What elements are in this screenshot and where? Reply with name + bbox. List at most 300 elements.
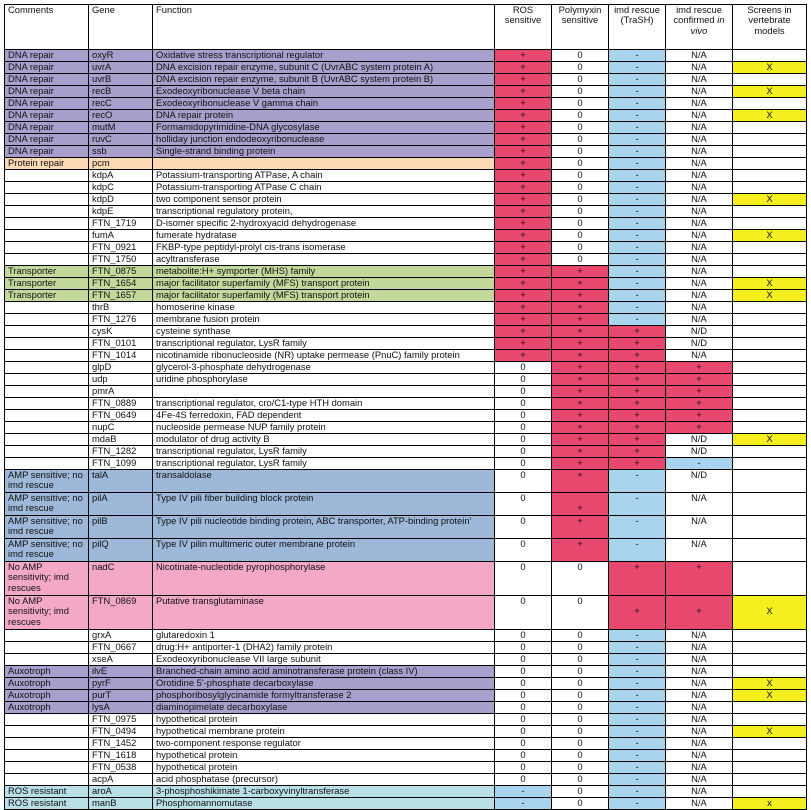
table-row xyxy=(5,290,807,302)
ros-cell: + xyxy=(495,218,552,230)
gene-cell: lysA xyxy=(89,702,153,714)
polymyxin-cell: 0 xyxy=(552,254,609,266)
screens-cell xyxy=(733,338,807,350)
function-cell: transcriptional regulator, LysR family xyxy=(153,446,495,458)
gene-cell: FTN_0869 xyxy=(89,596,153,630)
function-cell: Oxidative stress transcriptional regulator xyxy=(153,50,495,62)
gene-cell: FTN_1282 xyxy=(89,446,153,458)
function-cell: 3-phosphoshikimate 1-carboxyvinyltransferase xyxy=(153,786,495,798)
gene-cell: kdpA xyxy=(89,170,153,182)
ros-cell: 0 xyxy=(495,422,552,434)
comment-cell xyxy=(5,434,89,446)
polymyxin-cell: + xyxy=(552,326,609,338)
header-imd-rescue-confirmed xyxy=(666,5,733,50)
ros-cell: 0 xyxy=(495,762,552,774)
function-cell: major facilitator superfamily (MFS) transport protein xyxy=(153,290,495,302)
imd-rescue-cell: - xyxy=(609,690,666,702)
imd-confirmed-cell: - xyxy=(666,458,733,470)
gene-cell: ssb xyxy=(89,146,153,158)
imd-confirmed-cell: N/A xyxy=(666,230,733,242)
imd-rescue-cell: - xyxy=(609,266,666,278)
gene-cell: grxA xyxy=(89,630,153,642)
gene-cell: recB xyxy=(89,86,153,98)
table-row xyxy=(5,678,807,690)
imd-confirmed-cell: N/A xyxy=(666,726,733,738)
polymyxin-cell: + xyxy=(552,539,609,562)
screens-cell xyxy=(733,326,807,338)
comment-cell: ROS resistant xyxy=(5,786,89,798)
comment-cell: Transporter xyxy=(5,266,89,278)
polymyxin-cell: 0 xyxy=(552,786,609,798)
screens-cell: X xyxy=(733,678,807,690)
imd-rescue-cell: - xyxy=(609,493,666,516)
screens-cell xyxy=(733,422,807,434)
function-cell: Phosphomannomutase xyxy=(153,798,495,810)
polymyxin-cell: 0 xyxy=(552,182,609,194)
imd-confirmed-cell: N/A xyxy=(666,218,733,230)
table-row xyxy=(5,314,807,326)
function-cell: glycerol-3-phosphate dehydrogenase xyxy=(153,362,495,374)
table-row xyxy=(5,434,807,446)
table-row xyxy=(5,242,807,254)
function-cell: nicotinamide ribonucleoside (NR) uptake permease (PnuC) family protein xyxy=(153,350,495,362)
table-body xyxy=(5,50,807,810)
table-row xyxy=(5,278,807,290)
screens-cell: X xyxy=(733,230,807,242)
imd-rescue-cell: - xyxy=(609,290,666,302)
imd-confirmed-cell: + xyxy=(666,374,733,386)
ros-cell: - xyxy=(495,798,552,810)
polymyxin-cell: + xyxy=(552,422,609,434)
polymyxin-cell: 0 xyxy=(552,122,609,134)
header-function: Function xyxy=(153,5,495,50)
gene-cell: FTN_0101 xyxy=(89,338,153,350)
gene-cell: uvrA xyxy=(89,62,153,74)
imd-confirmed-cell: N/A xyxy=(666,206,733,218)
imd-confirmed-cell: N/D xyxy=(666,470,733,493)
imd-rescue-cell: - xyxy=(609,194,666,206)
imd-rescue-cell: - xyxy=(609,170,666,182)
gene-screen-table xyxy=(4,4,807,810)
function-cell: homoserine kinase xyxy=(153,302,495,314)
ros-cell: + xyxy=(495,326,552,338)
gene-cell: mdaB xyxy=(89,434,153,446)
ros-cell: 0 xyxy=(495,630,552,642)
table-row xyxy=(5,774,807,786)
function-cell: Orotidine 5'-phosphate decarboxylase xyxy=(153,678,495,690)
imd-confirmed-cell: N/A xyxy=(666,493,733,516)
polymyxin-cell: 0 xyxy=(552,714,609,726)
ros-cell: + xyxy=(495,146,552,158)
comment-cell: AMP sensitive; no imd rescue xyxy=(5,470,89,493)
screens-cell: X xyxy=(733,434,807,446)
screens-cell: X xyxy=(733,194,807,206)
imd-rescue-cell: - xyxy=(609,314,666,326)
comment-cell: AMP sensitive; no imd rescue xyxy=(5,493,89,516)
comment-cell xyxy=(5,362,89,374)
imd-confirmed-cell: N/A xyxy=(666,630,733,642)
imd-confirmed-cell: N/A xyxy=(666,666,733,678)
function-cell: DNA repair protein xyxy=(153,110,495,122)
table-row xyxy=(5,750,807,762)
imd-rescue-cell: - xyxy=(609,642,666,654)
screens-cell xyxy=(733,218,807,230)
table-row xyxy=(5,338,807,350)
comment-cell: Auxotroph xyxy=(5,690,89,702)
polymyxin-cell: 0 xyxy=(552,642,609,654)
table-row xyxy=(5,493,807,516)
imd-confirmed-cell: N/A xyxy=(666,539,733,562)
polymyxin-cell: 0 xyxy=(552,74,609,86)
gene-cell: nadC xyxy=(89,562,153,596)
screens-cell: X xyxy=(733,596,807,630)
gene-cell: acpA xyxy=(89,774,153,786)
comment-cell xyxy=(5,642,89,654)
ros-cell: 0 xyxy=(495,596,552,630)
function-cell: membrane fusion protein xyxy=(153,314,495,326)
imd-rescue-cell: - xyxy=(609,666,666,678)
imd-confirmed-cell: N/A xyxy=(666,158,733,170)
polymyxin-cell: 0 xyxy=(552,562,609,596)
table-row xyxy=(5,98,807,110)
polymyxin-cell: 0 xyxy=(552,678,609,690)
ros-cell: 0 xyxy=(495,516,552,539)
comment-cell xyxy=(5,230,89,242)
table-row xyxy=(5,654,807,666)
screens-cell xyxy=(733,493,807,516)
function-cell: two-component response regulator xyxy=(153,738,495,750)
imd-rescue-cell: - xyxy=(609,158,666,170)
comment-cell xyxy=(5,338,89,350)
function-cell: Potassium-transporting ATPase C chain xyxy=(153,182,495,194)
function-cell: Exodeoxyribonuclease V gamma chain xyxy=(153,98,495,110)
gene-cell: xseA xyxy=(89,654,153,666)
comment-cell xyxy=(5,398,89,410)
ros-cell: + xyxy=(495,134,552,146)
function-cell: phosphoribosylglycinamide formyltransferase 2 xyxy=(153,690,495,702)
imd-confirmed-cell: + xyxy=(666,562,733,596)
imd-rescue-cell: - xyxy=(609,630,666,642)
polymyxin-cell: + xyxy=(552,493,609,516)
comment-cell xyxy=(5,302,89,314)
polymyxin-cell: 0 xyxy=(552,750,609,762)
polymyxin-cell: 0 xyxy=(552,218,609,230)
function-cell: Branched-chain amino acid aminotransferase protein (class IV) xyxy=(153,666,495,678)
comment-cell xyxy=(5,630,89,642)
ros-cell: - xyxy=(495,786,552,798)
comment-cell xyxy=(5,446,89,458)
imd-rescue-cell: - xyxy=(609,539,666,562)
ros-cell: + xyxy=(495,350,552,362)
screens-cell xyxy=(733,539,807,562)
table-row xyxy=(5,398,807,410)
imd-confirmed-cell: N/A xyxy=(666,134,733,146)
comment-cell: DNA repair xyxy=(5,98,89,110)
screens-cell xyxy=(733,182,807,194)
imd-rescue-cell: - xyxy=(609,774,666,786)
gene-cell: FTN_0975 xyxy=(89,714,153,726)
table-row xyxy=(5,146,807,158)
table-row xyxy=(5,182,807,194)
screens-cell xyxy=(733,350,807,362)
gene-cell: kdpC xyxy=(89,182,153,194)
comment-cell xyxy=(5,654,89,666)
ros-cell: + xyxy=(495,170,552,182)
comment-cell xyxy=(5,762,89,774)
comment-cell: Auxotroph xyxy=(5,702,89,714)
gene-cell: FTN_0667 xyxy=(89,642,153,654)
gene-cell: FTN_1750 xyxy=(89,254,153,266)
comment-cell xyxy=(5,242,89,254)
imd-rescue-cell: - xyxy=(609,786,666,798)
ros-cell: 0 xyxy=(495,750,552,762)
polymyxin-cell: 0 xyxy=(552,50,609,62)
imd-confirmed-cell: N/A xyxy=(666,50,733,62)
comment-cell: No AMP sensitivity; imd rescues xyxy=(5,562,89,596)
gene-cell: FTN_0921 xyxy=(89,242,153,254)
ros-cell: + xyxy=(495,98,552,110)
function-cell: D-isomer specific 2-hydroxyacid dehydrogenase xyxy=(153,218,495,230)
function-cell: drug:H+ antiporter-1 (DHA2) family protein xyxy=(153,642,495,654)
function-cell: transcriptional regulator, LysR family xyxy=(153,458,495,470)
polymyxin-cell: 0 xyxy=(552,86,609,98)
comment-cell xyxy=(5,350,89,362)
screens-cell xyxy=(733,146,807,158)
imd-rescue-cell: - xyxy=(609,242,666,254)
ros-cell: + xyxy=(495,302,552,314)
ros-cell: 0 xyxy=(495,539,552,562)
table-row xyxy=(5,470,807,493)
gene-cell: manB xyxy=(89,798,153,810)
screens-cell: X xyxy=(733,62,807,74)
gene-cell: pilB xyxy=(89,516,153,539)
function-cell: uridine phosphorylase xyxy=(153,374,495,386)
imd-confirmed-cell: N/A xyxy=(666,654,733,666)
comment-cell: DNA repair xyxy=(5,62,89,74)
imd-confirmed-cell: N/A xyxy=(666,702,733,714)
table-row xyxy=(5,350,807,362)
imd-confirmed-cell: N/A xyxy=(666,242,733,254)
imd-rescue-cell: - xyxy=(609,654,666,666)
comment-cell xyxy=(5,254,89,266)
function-cell: glutaredoxin 1 xyxy=(153,630,495,642)
screens-cell: X xyxy=(733,278,807,290)
function-cell: fumerate hydratase xyxy=(153,230,495,242)
comment-cell: Protein repair xyxy=(5,158,89,170)
table-row xyxy=(5,702,807,714)
screens-cell xyxy=(733,98,807,110)
gene-cell: FTN_0875 xyxy=(89,266,153,278)
ros-cell: 0 xyxy=(495,493,552,516)
gene-cell: FTN_1654 xyxy=(89,278,153,290)
imd-confirmed-cell: + xyxy=(666,422,733,434)
imd-confirmed-cell: N/D xyxy=(666,434,733,446)
gene-cell: kdpD xyxy=(89,194,153,206)
table-row xyxy=(5,642,807,654)
function-cell: hypothetical protein xyxy=(153,762,495,774)
gene-cell: cysK xyxy=(89,326,153,338)
table-row xyxy=(5,266,807,278)
imd-confirmed-cell: N/A xyxy=(666,302,733,314)
ros-cell: + xyxy=(495,74,552,86)
polymyxin-cell: 0 xyxy=(552,666,609,678)
imd-rescue-cell: + xyxy=(609,562,666,596)
polymyxin-cell: 0 xyxy=(552,194,609,206)
polymyxin-cell: 0 xyxy=(552,596,609,630)
polymyxin-cell: + xyxy=(552,386,609,398)
ros-cell: 0 xyxy=(495,562,552,596)
comment-cell: Transporter xyxy=(5,278,89,290)
imd-rescue-cell: - xyxy=(609,678,666,690)
imd-rescue-cell: + xyxy=(609,458,666,470)
imd-rescue-cell: + xyxy=(609,326,666,338)
ros-cell: 0 xyxy=(495,678,552,690)
imd-confirmed-cell: N/A xyxy=(666,690,733,702)
polymyxin-cell: + xyxy=(552,338,609,350)
imd-rescue-cell: - xyxy=(609,470,666,493)
ros-cell: + xyxy=(495,194,552,206)
ros-cell: + xyxy=(495,290,552,302)
table-row xyxy=(5,596,807,630)
gene-cell: nupC xyxy=(89,422,153,434)
table-row xyxy=(5,194,807,206)
gene-cell: oxyR xyxy=(89,50,153,62)
imd-rescue-cell: + xyxy=(609,374,666,386)
polymyxin-cell: 0 xyxy=(552,726,609,738)
comment-cell xyxy=(5,194,89,206)
table-row xyxy=(5,362,807,374)
gene-cell: uvrB xyxy=(89,74,153,86)
polymyxin-cell: + xyxy=(552,266,609,278)
screens-cell: X xyxy=(733,86,807,98)
polymyxin-cell: + xyxy=(552,458,609,470)
imd-rescue-cell: - xyxy=(609,218,666,230)
gene-cell: kdpE xyxy=(89,206,153,218)
screens-cell xyxy=(733,774,807,786)
polymyxin-cell: + xyxy=(552,470,609,493)
screens-cell xyxy=(733,50,807,62)
table-row xyxy=(5,786,807,798)
screens-cell xyxy=(733,122,807,134)
function-cell: holliday junction endodeoxyribonuclease xyxy=(153,134,495,146)
screens-cell xyxy=(733,458,807,470)
comment-cell xyxy=(5,458,89,470)
table-row xyxy=(5,170,807,182)
polymyxin-cell: 0 xyxy=(552,762,609,774)
ros-cell: + xyxy=(495,230,552,242)
ros-cell: + xyxy=(495,62,552,74)
comment-cell: Auxotroph xyxy=(5,678,89,690)
screens-cell xyxy=(733,750,807,762)
imd-confirmed-cell: N/A xyxy=(666,62,733,74)
table-row xyxy=(5,386,807,398)
table-row xyxy=(5,326,807,338)
polymyxin-cell: 0 xyxy=(552,170,609,182)
ros-cell: 0 xyxy=(495,434,552,446)
ros-cell: + xyxy=(495,278,552,290)
polymyxin-cell: 0 xyxy=(552,110,609,122)
screens-cell xyxy=(733,74,807,86)
imd-rescue-cell: - xyxy=(609,146,666,158)
ros-cell: 0 xyxy=(495,362,552,374)
imd-rescue-cell: - xyxy=(609,516,666,539)
polymyxin-cell: 0 xyxy=(552,62,609,74)
imd-confirmed-cell: N/A xyxy=(666,194,733,206)
imd-rescue-cell: - xyxy=(609,738,666,750)
polymyxin-cell: + xyxy=(552,290,609,302)
table-row xyxy=(5,422,807,434)
header-confirmed-italic: in vivo xyxy=(690,14,725,36)
polymyxin-cell: 0 xyxy=(552,134,609,146)
imd-confirmed-cell: N/A xyxy=(666,290,733,302)
comment-cell xyxy=(5,714,89,726)
table-row xyxy=(5,122,807,134)
function-cell: Single-strand binding protein xyxy=(153,146,495,158)
polymyxin-cell: + xyxy=(552,516,609,539)
ros-cell: 0 xyxy=(495,470,552,493)
imd-confirmed-cell: N/A xyxy=(666,714,733,726)
ros-cell: 0 xyxy=(495,374,552,386)
polymyxin-cell: + xyxy=(552,278,609,290)
screens-cell xyxy=(733,206,807,218)
gene-cell: FTN_1618 xyxy=(89,750,153,762)
ros-cell: 0 xyxy=(495,726,552,738)
imd-rescue-cell: - xyxy=(609,702,666,714)
gene-cell: glpD xyxy=(89,362,153,374)
imd-confirmed-cell: N/A xyxy=(666,278,733,290)
polymyxin-cell: 0 xyxy=(552,738,609,750)
screens-cell: X xyxy=(733,726,807,738)
imd-rescue-cell: - xyxy=(609,750,666,762)
function-cell: Exodeoxyribonuclease V beta chain xyxy=(153,86,495,98)
screens-cell: X xyxy=(733,290,807,302)
header-gene: Gene xyxy=(89,5,153,50)
gene-cell: pcm xyxy=(89,158,153,170)
ros-cell: + xyxy=(495,338,552,350)
screens-cell xyxy=(733,266,807,278)
comment-cell: AMP sensitive; no imd rescue xyxy=(5,516,89,539)
gene-cell: FTN_0494 xyxy=(89,726,153,738)
table-row xyxy=(5,374,807,386)
ros-cell: 0 xyxy=(495,702,552,714)
function-cell: acyltransferase xyxy=(153,254,495,266)
imd-rescue-cell: - xyxy=(609,278,666,290)
imd-confirmed-cell: N/A xyxy=(666,314,733,326)
comment-cell: Auxotroph xyxy=(5,666,89,678)
gene-cell: FTN_1276 xyxy=(89,314,153,326)
gene-cell: aroA xyxy=(89,786,153,798)
screens-cell xyxy=(733,666,807,678)
screens-cell xyxy=(733,254,807,266)
ros-cell: + xyxy=(495,86,552,98)
function-cell: metabolite:H+ symporter (MHS) family xyxy=(153,266,495,278)
comment-cell xyxy=(5,726,89,738)
imd-rescue-cell: - xyxy=(609,230,666,242)
table-row xyxy=(5,446,807,458)
table-row xyxy=(5,230,807,242)
screens-cell: X xyxy=(733,690,807,702)
screens-cell xyxy=(733,702,807,714)
imd-confirmed-cell: N/A xyxy=(666,146,733,158)
polymyxin-cell: 0 xyxy=(552,98,609,110)
imd-confirmed-cell: N/A xyxy=(666,798,733,810)
ros-cell: + xyxy=(495,254,552,266)
imd-rescue-cell: + xyxy=(609,422,666,434)
imd-confirmed-cell: + xyxy=(666,398,733,410)
imd-confirmed-cell: N/A xyxy=(666,170,733,182)
function-cell: Potassium-transporting ATPase, A chain xyxy=(153,170,495,182)
imd-rescue-cell: - xyxy=(609,726,666,738)
